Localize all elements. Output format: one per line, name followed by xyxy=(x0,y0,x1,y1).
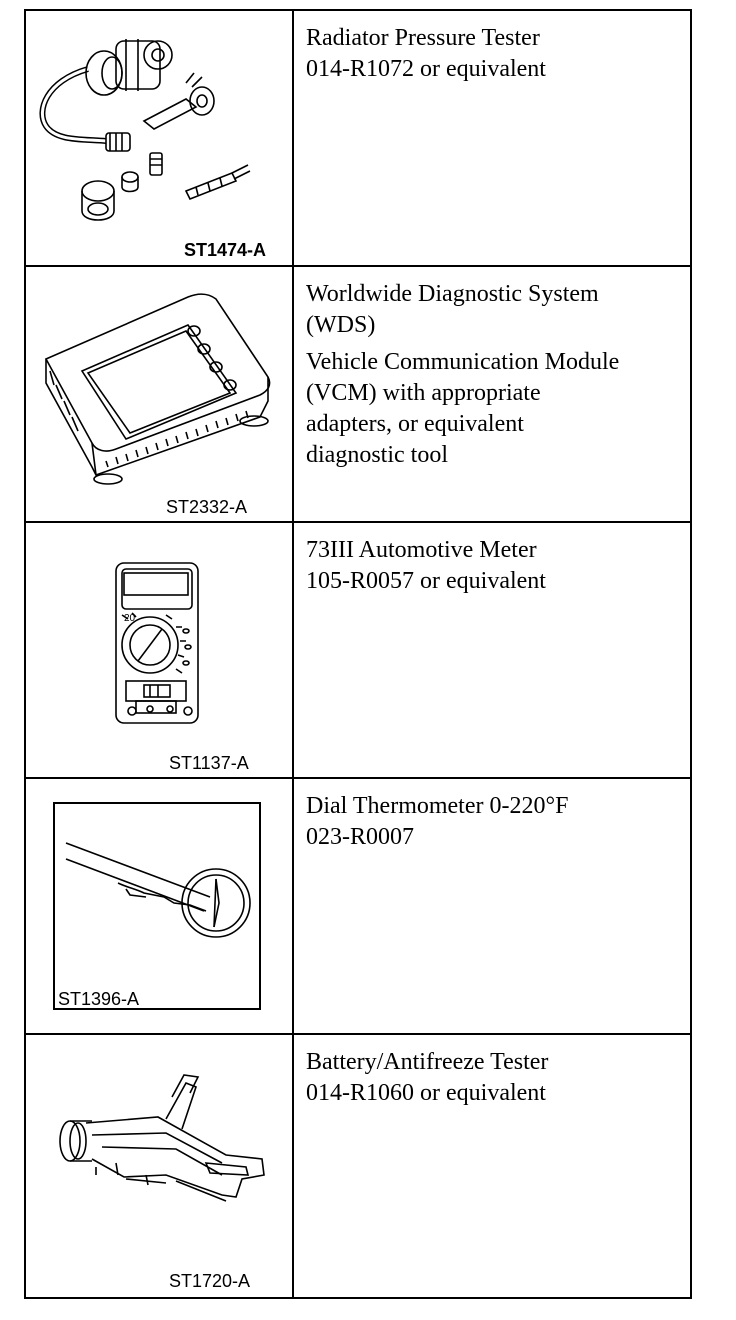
tool-description xyxy=(306,535,686,603)
tool-table xyxy=(24,9,692,1299)
tool-row xyxy=(26,11,690,267)
figure-code: ST1720-A xyxy=(169,1271,251,1291)
tool-row xyxy=(26,779,690,1035)
description-line: Radiator Pressure Tester xyxy=(306,25,540,51)
description-line: adapters, or equivalent xyxy=(306,411,524,437)
figure-code: ST1474-A xyxy=(184,240,267,260)
description-line: 105-R0057 or equivalent xyxy=(306,568,546,594)
tool-description xyxy=(306,23,686,91)
tool-illustration-cell xyxy=(26,267,294,521)
description-paragraph xyxy=(306,279,686,341)
description-paragraph xyxy=(306,791,686,853)
tool-row xyxy=(26,267,690,523)
tool-description xyxy=(306,1047,686,1115)
tool-row xyxy=(26,523,690,779)
description-line: Battery/Antifreeze Tester xyxy=(306,1049,549,1075)
automotive-meter-illustration xyxy=(26,523,292,777)
figure-code: ST2332-A xyxy=(166,497,248,517)
description-paragraph xyxy=(306,23,686,85)
description-paragraph xyxy=(306,347,686,471)
diagnostic-system-illustration xyxy=(26,267,292,521)
description-line: Dial Thermometer 0-220°F xyxy=(306,793,569,819)
tool-illustration-cell xyxy=(26,779,294,1033)
description-paragraph xyxy=(306,535,686,597)
description-line: Worldwide Diagnostic System xyxy=(306,281,599,307)
description-line: 023-R0007 xyxy=(306,824,414,850)
description-line: 014-R1072 or equivalent xyxy=(306,56,546,82)
description-line: 73III Automotive Meter xyxy=(306,537,537,563)
description-line: (WDS) xyxy=(306,312,376,338)
battery-antifreeze-tester-illustration xyxy=(26,1035,292,1295)
figure-code: ST1396-A xyxy=(58,989,140,1009)
description-line: 014-R1060 or equivalent xyxy=(306,1080,546,1106)
tool-row xyxy=(26,1035,690,1297)
tool-illustration-cell xyxy=(26,1035,294,1297)
radiator-pressure-tester-illustration xyxy=(26,11,292,265)
description-line: (VCM) with appropriate xyxy=(306,380,541,406)
tool-description xyxy=(306,791,686,859)
figure-frame xyxy=(54,803,260,1009)
description-line: diagnostic tool xyxy=(306,442,448,468)
tool-illustration-cell xyxy=(26,523,294,777)
figure-code: ST1137-A xyxy=(169,753,249,773)
tool-description xyxy=(306,279,686,477)
meter-dial-label: 20 xyxy=(124,613,136,624)
tool-illustration-cell xyxy=(26,11,294,265)
description-paragraph xyxy=(306,1047,686,1109)
description-line: Vehicle Communication Module xyxy=(306,349,620,375)
